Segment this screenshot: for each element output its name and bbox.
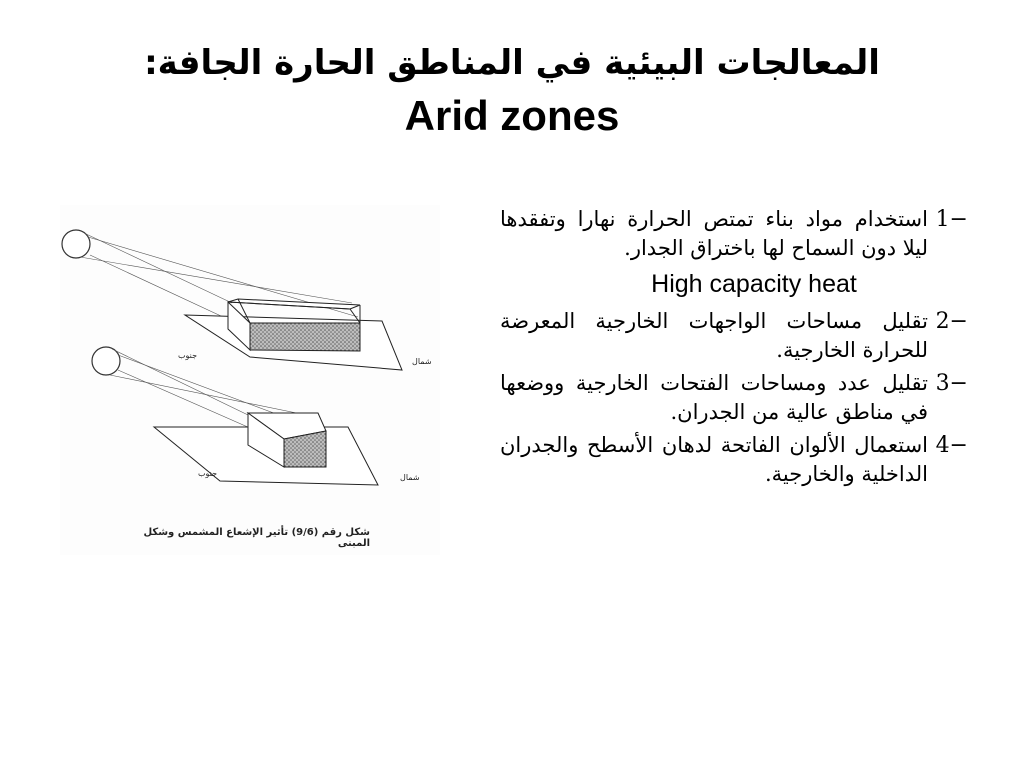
item-number: 2−	[935, 309, 968, 334]
building-top-roof	[228, 299, 360, 309]
label-north-top: شمال	[412, 357, 432, 366]
label-south-bottom: جنوب	[198, 469, 218, 478]
sun-bottom-icon	[92, 347, 120, 375]
treatment-list	[500, 205, 968, 493]
item-text: استخدام مواد بناء تمتص الحرارة نهارا وتفقدها ليلا دون السماح لها باختراق الجدار.	[500, 207, 928, 260]
building-top-face	[250, 323, 360, 351]
item-number: 1−	[935, 207, 968, 232]
list-item	[500, 307, 968, 365]
sun-top-icon	[62, 230, 90, 258]
label-north-bottom: شمال	[400, 473, 420, 482]
title-english: Arid zones	[404, 92, 620, 139]
label-south-top: جنوب	[178, 351, 198, 360]
list-item	[500, 369, 968, 427]
figure-caption: شكل رقم (9/6) تأثير الإشعاع المشمس وشكل المبنى	[143, 527, 370, 549]
slide-title	[0, 38, 1024, 144]
english-note: High capacity heat	[651, 270, 857, 298]
bottom-scene	[92, 347, 378, 485]
list-item	[500, 431, 968, 489]
figure-drawing	[60, 205, 440, 555]
list-item	[500, 205, 968, 263]
item-number: 4−	[935, 433, 968, 458]
sun-rays-top	[80, 233, 358, 323]
item-text: تقليل عدد ومساحات الفتحات الخارجية ووضعها في مناطق عالية من الجدران.	[500, 371, 928, 424]
item-text: استعمال الألوان الفاتحة لدهان الأسطح والجدران الداخلية والخارجية.	[500, 433, 928, 486]
title-arabic: المعالجات البيئية في المناطق الحارة الجافة:	[144, 43, 880, 83]
item-number: 3−	[935, 371, 968, 396]
building-sun-figure	[60, 205, 440, 555]
item-text: تقليل مساحات الواجهات الخارجية المعرضة للحرارة الخارجية.	[500, 309, 928, 362]
